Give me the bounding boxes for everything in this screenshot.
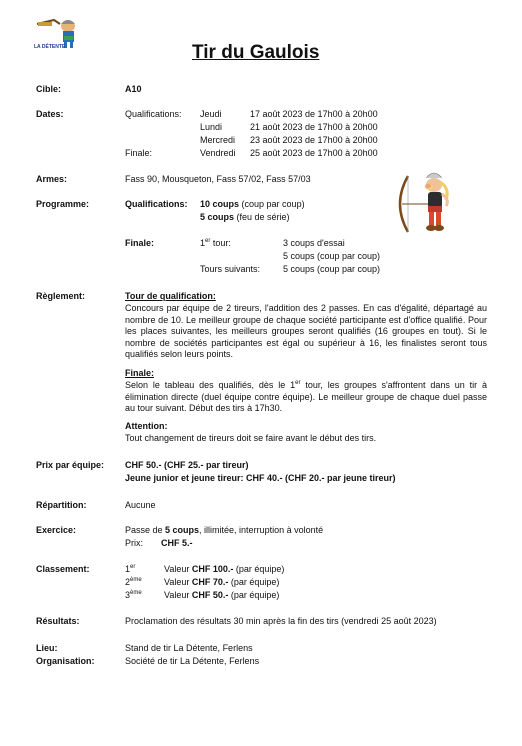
cible-label: Cible:: [36, 84, 62, 94]
classement-value-3: Valeur CHF 50.- (par équipe): [164, 590, 280, 600]
exercice-label: Exercice:: [36, 525, 77, 535]
dates-date-4: 25 août 2023 de 17h00 à 20h00: [250, 148, 378, 158]
programme-q1: [200, 199, 305, 210]
dates-qualif-label: Qualifications:: [125, 109, 182, 119]
reglement-qualif-text: Concours par équipe de 2 tireurs, l'addition des 2 passes. En cas d'égalité, départagé au nombre de 10. Le meilleur groupe de chaque société participante est d'office qualifié. Pour les places suivantes, les meilleurs groupes seront qualifiés (16 groupes en tout). Si le nombre de sociétés participantes est égal ou supérieur à 16, les finalistes seront tous qualifiés selon leurs points.: [125, 303, 487, 360]
programme-q1-rest: (coup par coup): [241, 199, 305, 209]
programme-tours-label: Tours suivants:: [200, 264, 261, 274]
programme-q2-rest: (feu de série): [236, 212, 290, 222]
prix-equipe-line2: Jeune junior et jeune tireur: CHF 40.- (CHF 20.- par jeune tireur): [125, 473, 396, 483]
cible-value: A10: [125, 84, 142, 94]
armes-label: Armes:: [36, 174, 68, 184]
reglement-finale-text: Selon le tableau des qualifiés, dès le 1er tour, les groupes s'affrontent dans un tir à élimination directe (duel équipe contre équipe). Le meilleur groupe de chaque duel passe au tour suivant. Début des tirs à 17h30.: [125, 380, 487, 414]
dates-date-3: 23 août 2023 de 17h00 à 20h00: [250, 135, 378, 145]
dates-day-2: Lundi: [200, 122, 223, 132]
dates-day-4: Vendredi: [200, 148, 236, 158]
club-logo: [34, 14, 82, 52]
programme-tour1-line1: 3 coups d'essai: [283, 238, 345, 248]
prix-equipe-label: Prix par équipe:: [36, 460, 105, 470]
lieu-label: Lieu:: [36, 643, 58, 653]
logo-text: LA DÉTENTE: [34, 44, 66, 50]
armes-value: Fass 90, Mousqueton, Fass 57/02, Fass 57/03: [125, 174, 311, 184]
programme-tour1-line2: 5 coups (coup par coup): [283, 251, 381, 261]
reglement-finale-title: Finale:: [125, 368, 155, 378]
reglement-label: Règlement:: [36, 291, 86, 301]
reglement-qualif-title: Tour de qualification:: [125, 291, 216, 301]
programme-qualif-label: Qualifications:: [125, 199, 188, 209]
programme-tour1: 1er tour:: [200, 238, 231, 248]
exercice-value: Passe de 5 coups, illimitée, interruption à volonté: [125, 525, 324, 535]
reglement-attention-title: Attention:: [125, 421, 168, 431]
classement-label: Classement:: [36, 564, 90, 574]
organisation-value: Société de tir La Détente, Ferlens: [125, 656, 260, 666]
reglement-attention-text: Tout changement de tireurs doit se faire avant le début des tirs.: [125, 433, 377, 443]
dates-final-label: Finale:: [125, 148, 153, 158]
organisation-label: Organisation:: [36, 656, 95, 666]
repartition-label: Répartition:: [36, 500, 87, 510]
classement-rank-1: 1er: [125, 564, 136, 574]
repartition-value: Aucune: [125, 500, 156, 510]
classement-rank-2: 2ème: [125, 577, 142, 587]
dates-date-1: 17 août 2023 de 17h00 à 20h00: [250, 109, 378, 119]
dates-day-3: Mercredi: [200, 135, 236, 145]
exercice-prix-value: CHF 5.-: [161, 538, 193, 548]
gaulois-illustration: [388, 170, 468, 238]
dates-label: Dates:: [36, 109, 64, 119]
programme-label: Programme:: [36, 199, 90, 209]
classement-value-2: Valeur CHF 70.- (par équipe): [164, 577, 280, 587]
programme-q1-bold: 10 coups: [200, 199, 240, 209]
programme-q2: [200, 212, 290, 223]
dates-date-2: 21 août 2023 de 17h00 à 20h00: [250, 122, 378, 132]
resultats-value: Proclamation des résultats 30 min après la fin des tirs (vendredi 25 août 2023): [125, 616, 437, 626]
resultats-label: Résultats:: [36, 616, 80, 626]
page-title: Tir du Gaulois: [192, 42, 320, 63]
lieu-value: Stand de tir La Détente, Ferlens: [125, 643, 253, 653]
exercice-prix-label: Prix:: [125, 538, 143, 548]
programme-q2-bold: 5 coups: [200, 212, 235, 222]
prix-equipe-line1: CHF 50.- (CHF 25.- par tireur): [125, 460, 249, 470]
classement-rank-3: 3ème: [125, 590, 142, 600]
programme-tours-value: 5 coups (coup par coup): [283, 264, 381, 274]
classement-value-1: Valeur CHF 100.- (par équipe): [164, 564, 285, 574]
dates-day-1: Jeudi: [200, 109, 222, 119]
programme-final-label: Finale:: [125, 238, 155, 248]
